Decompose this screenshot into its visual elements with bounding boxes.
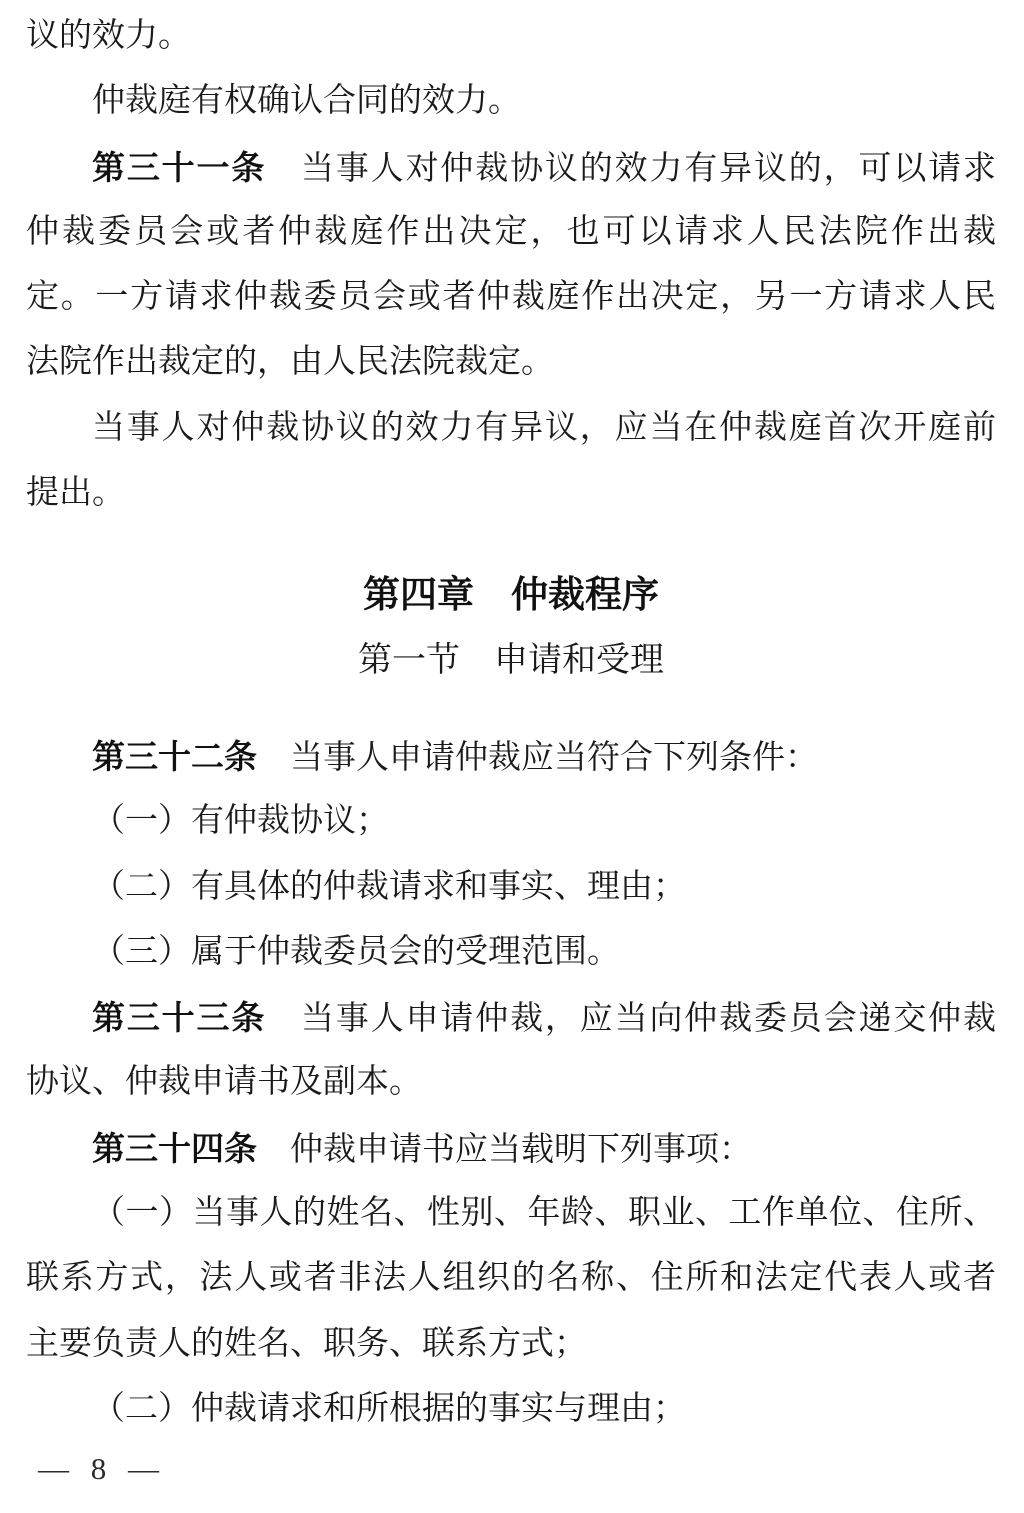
text-run: 协议、仲裁申请书及副本。 (26, 1064, 422, 1101)
text-run: 定。一方请求仲裁委员会或者仲裁庭作出决定，另一方请求人民 (26, 279, 996, 316)
article-31-line-6 (26, 461, 996, 526)
text-run: 仲裁申请书应当载明下列事项： (257, 1131, 752, 1168)
text-run: 提出。 (26, 475, 125, 512)
article-32-item-2 (26, 855, 996, 920)
bold-run: 第三十一条 (92, 148, 267, 186)
page-number: — 8 — (38, 1451, 166, 1486)
article-32-line-1 (26, 724, 996, 789)
article-31-line-3 (26, 265, 996, 330)
text-run: 当事人对仲裁协议的效力有异议，应当在仲裁庭首次开庭前 (92, 409, 996, 446)
text-run: 当事人申请仲裁应当符合下列条件： (257, 739, 818, 776)
document-body (26, 4, 996, 1442)
article-34-item-1-line-3 (26, 1312, 996, 1377)
article-34-line-1 (26, 1116, 996, 1181)
text-run: 主要负责人的姓名、职务、联系方式； (26, 1325, 587, 1362)
text-run: （三）属于仲裁委员会的受理范围。 (92, 933, 620, 970)
paragraph-tribunal-power (26, 69, 996, 134)
article-32-item-1 (26, 789, 996, 854)
text-run: 当事人申请仲裁，应当向仲裁委员会递交仲裁 (266, 1001, 997, 1038)
bold-run: 第四章 仲裁程序 (363, 574, 659, 616)
article-31-line-4 (26, 330, 996, 395)
article-31-line-5 (26, 396, 996, 461)
bold-run: 第三十四条 (92, 1129, 257, 1167)
text-run: 仲裁委员会或者仲裁庭作出决定，也可以请求人民法院作出裁 (26, 213, 996, 250)
text-run: （一）有仲裁协议； (92, 803, 389, 840)
bold-run: 第三十三条 (92, 999, 267, 1037)
article-34-item-2 (26, 1377, 996, 1442)
text-run: 议的效力。 (26, 18, 191, 54)
bold-run: 第三十二条 (92, 737, 257, 775)
text-run: （二）有具体的仲裁请求和事实、理由； (92, 868, 686, 905)
article-32-item-3 (26, 920, 996, 985)
text-run: 当事人对仲裁协议的效力有异议的，可以请求 (266, 150, 997, 187)
text-run: 仲裁庭有权确认合同的效力。 (92, 83, 521, 120)
section-heading (26, 628, 996, 693)
text-run: 联系方式，法人或者非法人组织的名称、住所和法定代表人或者 (26, 1260, 996, 1297)
continuation-line (26, 4, 996, 69)
article-34-item-1-line-2 (26, 1246, 996, 1311)
text-run: （二）仲裁请求和所根据的事实与理由； (92, 1390, 686, 1427)
text-run: 法院作出裁定的，由人民法院裁定。 (26, 344, 554, 381)
article-31-line-1 (26, 135, 996, 200)
text-run: （一）当事人的姓名、性别、年龄、职业、工作单位、住所、 (92, 1195, 996, 1232)
text-run: 第一节 申请和受理 (358, 641, 664, 679)
article-31-line-2 (26, 200, 996, 265)
article-33-line-2 (26, 1050, 996, 1115)
article-34-item-1-line-1 (26, 1181, 996, 1246)
chapter-heading (26, 562, 996, 627)
article-33-line-1 (26, 985, 996, 1050)
